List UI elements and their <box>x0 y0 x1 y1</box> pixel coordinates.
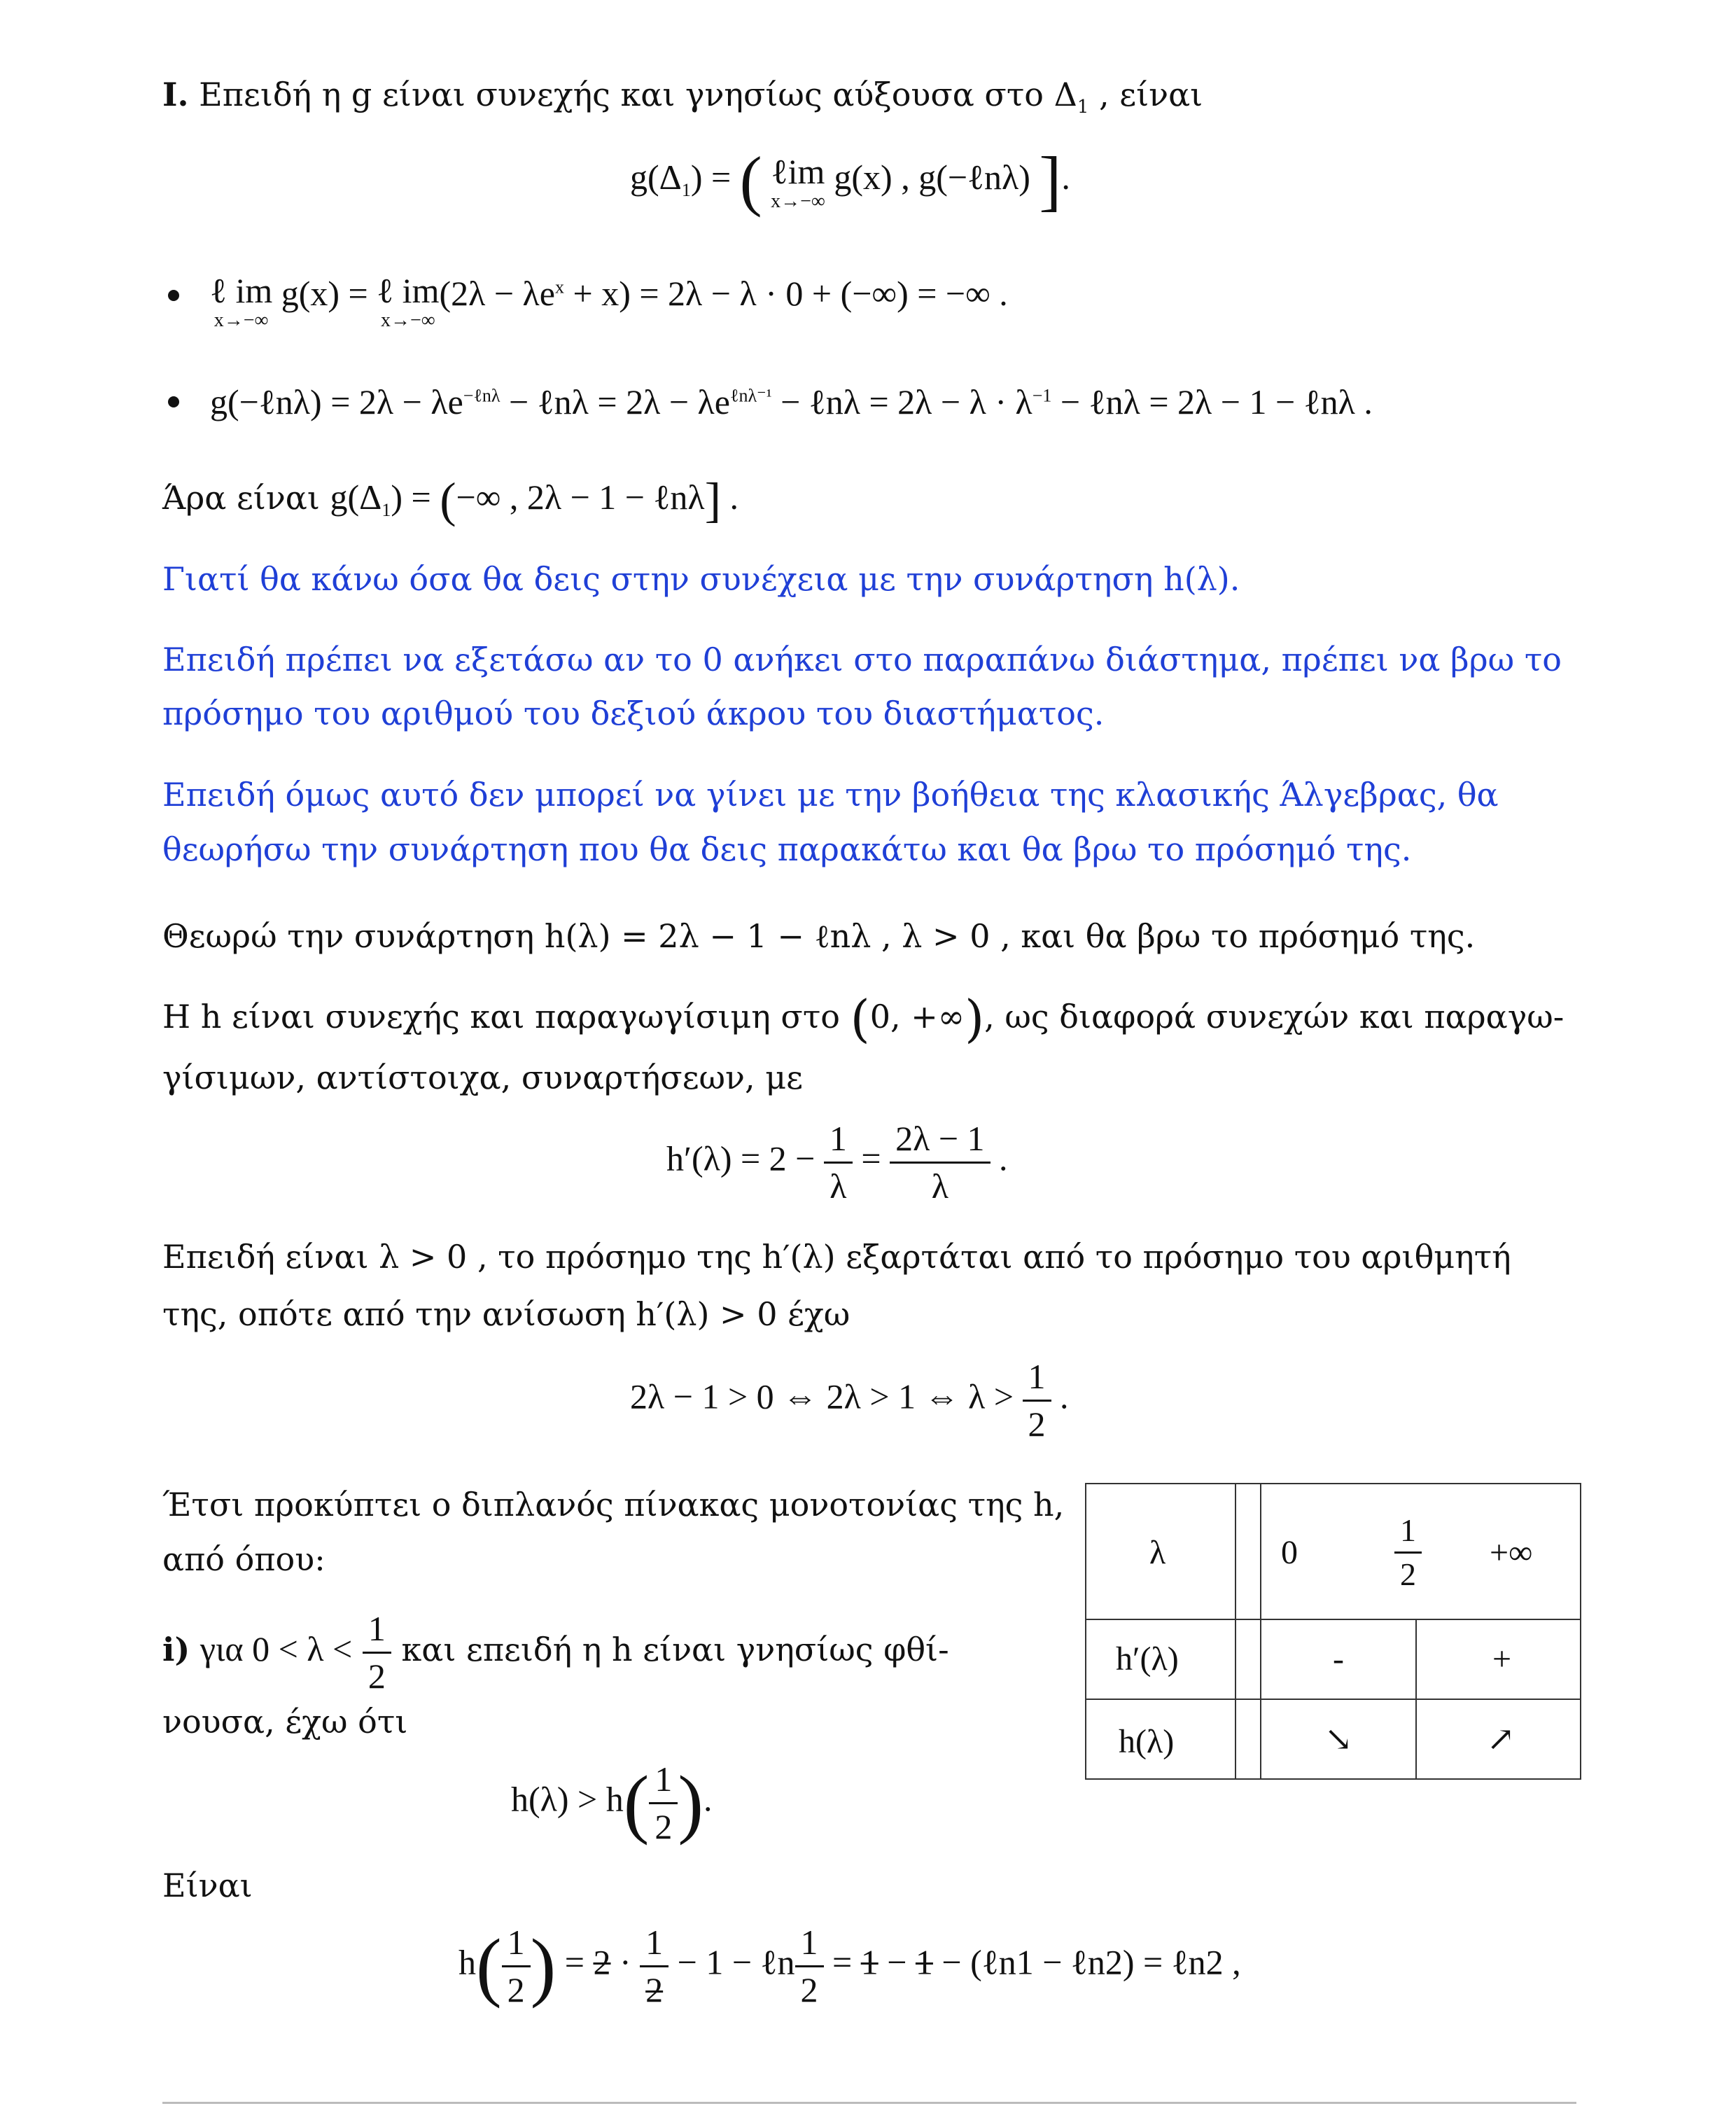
f2-den: λ <box>931 1166 948 1206</box>
hc-1b: , ως διαφορά συνεχών και παραγω- <box>984 998 1564 1035</box>
open-paren: ( <box>739 143 762 218</box>
hgt-den: 2 <box>654 1806 673 1846</box>
hh-h: h <box>458 1942 476 1982</box>
hh-f-den: 2 <box>645 1969 664 2009</box>
table-hline-2 <box>1086 1699 1580 1700</box>
table-x0: 0 <box>1281 1534 1298 1571</box>
case-i-label: i) <box>162 1631 190 1668</box>
b2-b: − ℓnλ = 2λ − λe <box>500 382 730 421</box>
ara-math <box>330 473 738 528</box>
case-i-a: για 0 < λ < <box>200 1629 353 1668</box>
hh-frac3 <box>795 1924 824 2008</box>
table-x-half <box>1394 1514 1422 1592</box>
close-bracket: ] <box>1039 143 1062 218</box>
blue-note-2-line1: Επειδή πρέπει να εξετάσω αν το 0 ανήκει στο παραπάνω διάστημα, πρέπει να βρω το <box>162 641 1562 678</box>
table-arrow-up: ↗ <box>1487 1721 1516 1758</box>
limit-operator <box>771 154 825 211</box>
table-row-deriv: h′(λ) <box>1116 1640 1179 1678</box>
ineq-num: 1 <box>1023 1358 1051 1402</box>
hgt-num: 1 <box>649 1761 678 1804</box>
ineq-frac <box>1023 1358 1051 1442</box>
ara-math-a: g(Δ <box>330 477 382 517</box>
hh-one-a: 1 <box>860 1942 878 1982</box>
hh-dot: · <box>619 1942 631 1982</box>
table-x-inf: +∞ <box>1490 1534 1533 1571</box>
hh-f2-den: 2 <box>800 1969 818 2009</box>
eq-inequality <box>630 1358 1069 1442</box>
blue-note-3-line2: θεωρήσω την συνάρτηση που θα δεις παρακάτω και θα βρω το πρόσημό της. <box>162 830 1412 868</box>
monotonicity-table <box>1085 1483 1581 1780</box>
define-h-line: Θεωρώ την συνάρτηση h(λ) = 2λ − 1 − ℓnλ , λ > 0 , και θα βρω το πρόσημό της. <box>162 917 1476 955</box>
ineq-end: . <box>1060 1376 1069 1416</box>
hh-frac2 <box>640 1924 668 2008</box>
bullet1-part1: g(x) = <box>281 274 368 313</box>
f1-den: λ <box>830 1166 847 1206</box>
hc-interval: 0, +∞ <box>869 998 965 1035</box>
deriv-frac-2 <box>890 1120 990 1204</box>
ara-math-end: ) = <box>391 477 431 517</box>
h-continuity-line2: γίσιμων, αντίστοιχα, συναρτήσεων, με <box>162 1059 803 1096</box>
table-deriv-right: + <box>1492 1640 1512 1678</box>
eq-mid: g(x) , g(−ℓnλ) <box>834 157 1030 197</box>
hh-eq1: = <box>564 1942 584 1982</box>
sign-text-line2: της, οπότε από την ανίσωση h′(λ) > 0 έχω <box>162 1295 850 1333</box>
hc-open: ( <box>850 989 870 1049</box>
sign-text-line1: Επειδή είναι λ > 0 , το πρόσημο της h′(λ) εξαρτάται από το πρόσημο του αριθμητή <box>162 1238 1511 1276</box>
bullet1-sup: x <box>555 277 564 298</box>
bullet1-part2a: (2λ − λe <box>439 274 555 313</box>
case-i-frac <box>363 1610 391 1694</box>
part-I-intro <box>162 76 1203 118</box>
ara-end: . <box>729 477 738 517</box>
ara-sub: 1 <box>382 500 391 520</box>
table-vline-1 <box>1235 1484 1236 1778</box>
hgt-end: . <box>704 1779 713 1819</box>
case-i-line2: νουσα, έχω ότι <box>162 1703 408 1741</box>
ara-line <box>162 473 738 528</box>
bullet2-eq <box>210 382 1373 422</box>
table-hline-1 <box>1086 1619 1580 1620</box>
bullet-dot-1 <box>168 290 179 301</box>
hh-eq2: = <box>832 1942 853 1982</box>
hh-one-b: 1 <box>915 1942 933 1982</box>
hc-close: ) <box>965 989 985 1049</box>
hh-f-num: 1 <box>640 1924 668 1967</box>
ara-interval: −∞ , 2λ − 1 − ℓnλ <box>456 477 705 517</box>
intro-text: Επειδή η g είναι συνεχής και γνησίως αύξουσα στο Δ <box>199 76 1077 113</box>
ara-text: Άρα είναι <box>162 479 320 517</box>
hh-minus: − <box>887 1942 907 1982</box>
part-label: I. <box>162 76 189 113</box>
etsi-line1: Έτσι προκύπτει ο διπλανός πίνακας μονοτονίας της h, <box>162 1486 1065 1523</box>
case-i-b: και επειδή η h είναι γνησίως φθί- <box>401 1631 949 1668</box>
hh-close: ) <box>530 1923 556 2009</box>
table-row-var: λ <box>1149 1534 1166 1571</box>
table-vline-3 <box>1415 1619 1417 1778</box>
bottom-divider <box>162 2102 1576 2104</box>
intro-end: , είναι <box>1099 76 1203 113</box>
einai-text: Είναι <box>162 1867 253 1904</box>
lim2-text: ℓ im <box>377 271 440 310</box>
limit-operator-2 <box>377 273 439 330</box>
blue-note-1: Γιατί θα κάνω όσα θα δεις στην συνέχεια με την συνάρτηση h(λ). <box>162 560 1240 598</box>
hh-two-cancel: 2 <box>593 1942 611 1982</box>
eq-lhs-end: ) = <box>690 157 732 197</box>
hgt-frac <box>649 1761 678 1845</box>
eq-lhs: g(Δ <box>630 157 682 197</box>
ineq-text: 2λ − 1 > 0 ⇔ 2λ > 1 ⇔ λ > <box>630 1376 1014 1416</box>
limit-operator-1 <box>210 273 272 330</box>
case-i-den: 2 <box>368 1656 386 1696</box>
eq-lhs-sub: 1 <box>681 179 691 200</box>
hgt-lhs: h(λ) > h <box>511 1779 624 1819</box>
deriv-lhs: h′(λ) = 2 − <box>666 1138 816 1178</box>
f1-num: 1 <box>824 1120 853 1164</box>
table-half-num: 1 <box>1394 1514 1422 1554</box>
ara-open: ( <box>440 473 456 528</box>
table-half-den: 2 <box>1400 1556 1416 1593</box>
b2-d: − ℓnλ = 2λ − 1 − ℓnλ . <box>1051 382 1373 421</box>
case-i-num: 1 <box>363 1610 391 1654</box>
ara-close: ] <box>704 473 721 528</box>
hh-mid: − 1 − ℓn <box>677 1942 795 1982</box>
ineq-den: 2 <box>1028 1404 1046 1444</box>
hh-open: ( <box>476 1923 502 2009</box>
bullet1-part2b: + x) = 2λ − λ · 0 + (−∞) = −∞ . <box>564 274 1008 313</box>
eq-end: . <box>1061 157 1070 197</box>
table-arrow-down: ↘ <box>1324 1721 1353 1758</box>
deriv-frac-1 <box>824 1120 853 1204</box>
b2-a-sup: −ℓnλ <box>463 385 500 406</box>
f2-num: 2λ − 1 <box>890 1120 990 1164</box>
blue-note-2-line2: πρόσημο του αριθμού του δεξιού άκρου του διαστήματος. <box>162 695 1105 732</box>
hh-den: 2 <box>507 1969 525 2009</box>
lim-text: ℓim <box>771 152 825 191</box>
bullet-dot-2 <box>168 396 179 407</box>
hgt-close: ) <box>678 1760 704 1846</box>
lim1-text: ℓ im <box>210 271 273 310</box>
etsi-line2: από όπου: <box>162 1540 326 1578</box>
table-vline-2 <box>1260 1484 1261 1778</box>
b2-a: g(−ℓnλ) = 2λ − λe <box>210 382 463 421</box>
hh-frac <box>502 1924 531 2008</box>
hh-rest: − (ℓn1 − ℓn2) = ℓn2 , <box>941 1942 1241 1982</box>
b2-c-sup: −1 <box>1032 385 1052 406</box>
table-deriv-left: - <box>1333 1640 1344 1678</box>
table-row-func: h(λ) <box>1119 1723 1175 1760</box>
lim2-under: x→−∞ <box>380 309 435 331</box>
eq-h-gt <box>511 1761 713 1845</box>
bullet1-eq <box>210 273 1008 330</box>
hgt-open: ( <box>623 1760 650 1846</box>
lim1-under: x→−∞ <box>214 309 269 331</box>
eq-derivative <box>666 1120 1008 1204</box>
intro-sub: 1 <box>1077 97 1089 118</box>
eq-g-range <box>630 143 1070 218</box>
deriv-end: . <box>999 1138 1008 1178</box>
b2-b-sup: ℓnλ⁻¹ <box>729 385 772 406</box>
lim-under: x→−∞ <box>771 190 825 212</box>
hh-f2-num: 1 <box>795 1924 824 1967</box>
hh-num: 1 <box>502 1924 531 1967</box>
case-i-line1 <box>162 1610 949 1694</box>
hc-1a: Η h είναι συνεχής και παραγωγίσιμη στο <box>162 998 840 1035</box>
eq-h-half <box>458 1924 1241 2008</box>
deriv-eq: = <box>861 1138 881 1178</box>
blue-note-3-line1: Επειδή όμως αυτό δεν μπορεί να γίνει με την βοήθεια της κλασικής Άλγεβρας, θα <box>162 776 1499 814</box>
b2-c: − ℓnλ = 2λ − λ · λ <box>771 382 1032 421</box>
h-continuity-line1 <box>162 989 1564 1049</box>
